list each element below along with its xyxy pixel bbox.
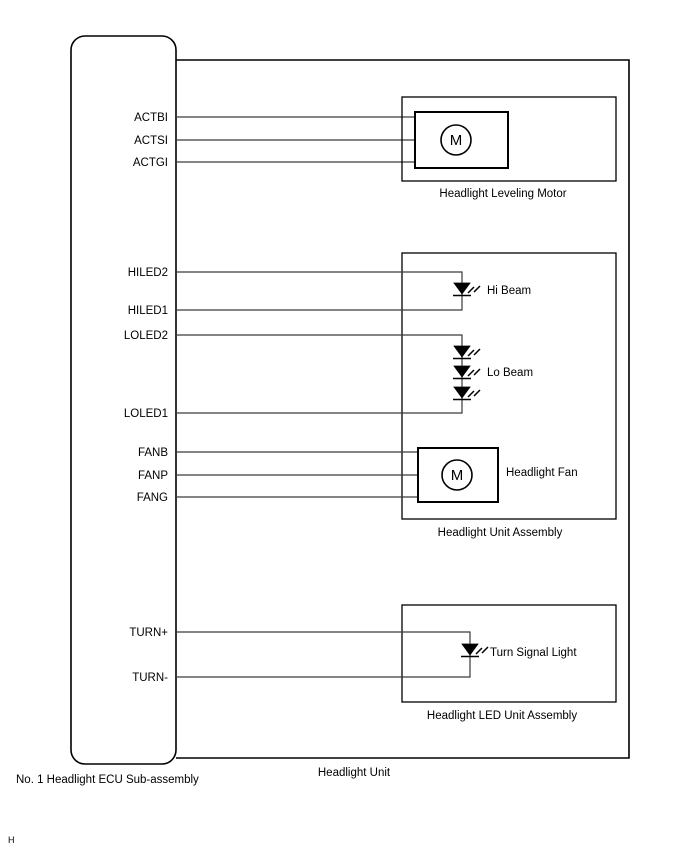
lo-beam-3-ray-2 — [474, 390, 480, 396]
hi-beam-led — [453, 283, 531, 297]
lo-beam-label: Lo Beam — [487, 367, 534, 379]
page-mark: H — [8, 835, 15, 845]
lo-beam-led-3 — [453, 387, 480, 400]
motor-symbol-letter: M — [449, 132, 463, 149]
lo-beam-3-ray-1 — [468, 391, 474, 397]
turn-signal-led — [461, 644, 577, 659]
headlight-fan-block — [418, 448, 578, 502]
pin-label-fanp: FANP — [137, 470, 168, 482]
headlight-led-unit-assembly-caption: Headlight LED Unit Assembly — [426, 710, 578, 722]
lo-beam-led-1 — [453, 346, 480, 359]
headlight-leveling-motor-block — [402, 97, 616, 200]
wire-group-actuator — [176, 117, 415, 162]
headlight-unit-assembly-caption: Headlight Unit Assembly — [437, 527, 563, 539]
wire-group-turn-signal — [176, 632, 470, 677]
turn-signal-ray-1 — [476, 648, 482, 654]
pin-label-hiled2: HILED2 — [127, 267, 168, 279]
pin-label-actbi: ACTBI — [134, 112, 168, 124]
pin-label-loled2: LOLED2 — [123, 330, 168, 342]
hi-beam-ray-1 — [468, 287, 474, 293]
wire-group-lo-beam — [176, 335, 462, 413]
leveling-motor-caption: Headlight Leveling Motor — [439, 188, 567, 200]
wire-turn-signal-loop — [176, 632, 470, 677]
hi-beam-label: Hi Beam — [487, 285, 532, 297]
headlight-led-unit-assembly-box — [402, 605, 616, 722]
lo-beam-2-ray-2 — [474, 369, 480, 375]
ecu-caption: No. 1 Headlight ECU Sub-assembly — [16, 774, 199, 786]
headlight-fan-label: Headlight Fan — [506, 467, 578, 479]
pin-label-fang: FANG — [136, 492, 168, 504]
bottom-captions — [8, 767, 391, 845]
wire-group-fan — [176, 452, 418, 497]
wire-lo-beam-loop — [176, 335, 462, 413]
fan-motor-symbol-letter: M — [450, 467, 464, 484]
lo-beam-2-ray-1 — [468, 370, 474, 376]
pin-label-loled1: LOLED1 — [123, 408, 168, 420]
pin-label-fanb: FANB — [137, 447, 168, 459]
lo-beam-led-2 — [453, 366, 533, 379]
pin-label-hiled1: HILED1 — [127, 305, 168, 317]
pin-label-actsi: ACTSI — [134, 135, 168, 147]
pin-label-turn-minus: TURN- — [132, 672, 168, 684]
wire-group-hi-beam — [176, 272, 462, 310]
headlight-unit-caption: Headlight Unit — [317, 767, 391, 779]
lo-beam-1-ray-2 — [474, 349, 480, 355]
turn-signal-ray-2 — [482, 647, 488, 653]
wire-hi-beam-loop — [176, 272, 462, 310]
pin-label-actgi: ACTGI — [132, 157, 168, 169]
lo-beam-1-ray-1 — [468, 350, 474, 356]
hi-beam-ray-2 — [474, 286, 480, 292]
ecu-pin-labels — [124, 112, 168, 684]
pin-label-turn-plus: TURN+ — [129, 627, 168, 639]
turn-signal-light-label: Turn Signal Light — [490, 647, 577, 659]
